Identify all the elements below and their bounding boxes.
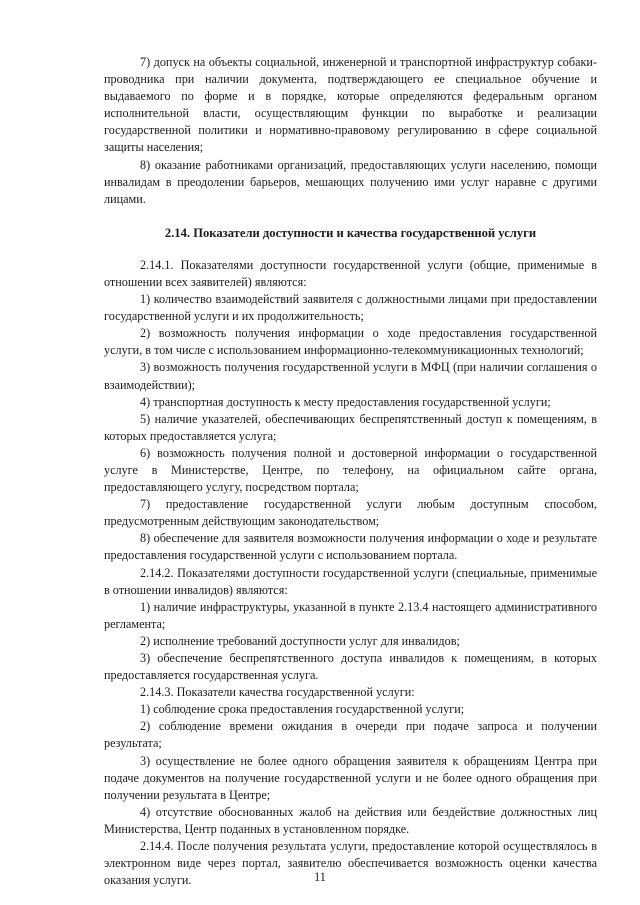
document-body — [104, 54, 597, 889]
paragraph: 2) возможность получения информации о ходе предоставления государственной услуги, в том числе с использованием информационно-телекоммуникационных технологий; — [104, 326, 597, 358]
paragraph: 3) обеспечение беспрепятственного доступа инвалидов к помещениям, в которых предоставляется государственная услуга. — [104, 651, 597, 683]
section-heading: 2.14. Показатели доступности и качества государственной услуги — [164, 225, 537, 240]
paragraph: 2) исполнение требований доступности услуг для инвалидов; — [140, 633, 460, 648]
paragraph: 1) наличие инфраструктуры, указанной в пункте 2.13.4 настоящего административного регламента; — [104, 599, 597, 631]
paragraph: 7) допуск на объекты социальной, инженерной и транспортной инфраструктур собаки-проводника при наличии документа, подтверждающего ее специальное обучение и выдаваемого по форме и в порядке, которые определяются федеральным органом исполнительной власти, осуществляющим функции по выработке и реализации государственной политики и нормативно-правовому регулированию в сфере социальной защиты населения; — [104, 55, 597, 155]
paragraph: 2.14.4. После получения результата услуги, предоставление которой осуществлялось в электронном виде через портал, заявителю обеспечивается возможность оценки качества оказания услуги. — [104, 839, 597, 888]
page-number: 11 — [314, 870, 326, 884]
paragraph: 3) осуществление не более одного обращения заявителя к обращениям Центра при подаче документов на получение государственной услуги и не более одного обращения при получении результата в Центре; — [104, 753, 597, 802]
paragraph: 2.14.3. Показатели качества государственной услуги: — [140, 685, 415, 700]
paragraph: 5) наличие указателей, обеспечивающих беспрепятственный доступ к помещениям, в которых предоставляется услуга; — [104, 411, 597, 443]
paragraph: 1) количество взаимодействий заявителя с должностными лицами при предоставлении государственной услуги и их продолжительность; — [104, 292, 597, 324]
paragraph: 4) транспортная доступность к месту предоставления государственной услуги; — [140, 394, 551, 409]
paragraph: 7) предоставление государственной услуги любым доступным способом, предусмотренным действующим законодательством; — [104, 497, 597, 529]
paragraph: 2.14.1. Показателями доступности государственной услуги (общие, применимые в отношении всех заявителей) являются: — [104, 257, 597, 289]
paragraph: 1) соблюдение срока предоставления государственной услуги; — [140, 702, 465, 717]
paragraph: 2.14.2. Показателями доступности государственной услуги (специальные, применимые в отношении инвалидов) являются: — [104, 565, 597, 597]
paragraph: 2) соблюдение времени ожидания в очереди при подаче запроса и получении результата; — [104, 719, 597, 751]
paragraph: 8) оказание работниками организаций, предоставляющих услуги населению, помощи инвалидам в преодолении барьеров, мешающих получению ими услуг наравне с другими лицами. — [104, 157, 597, 206]
paragraph: 6) возможность получения полной и достоверной информации о государственной услуге в Министерстве, Центре, по телефону, на официальном сайте органа, предоставляющего услугу, посредством портала; — [104, 445, 597, 495]
paragraph: 3) возможность получения государственной услуги в МФЦ (при наличии соглашения о взаимодействии); — [104, 360, 597, 392]
paragraph: 4) отсутствие обоснованных жалоб на действия или бездействие должностных лиц Министерства, Центр поданных в установленном порядке. — [104, 804, 597, 836]
paragraph: 8) обеспечение для заявителя возможности получения информации о ходе и результате предоставления государственной услуги с использованием портала. — [104, 531, 597, 563]
